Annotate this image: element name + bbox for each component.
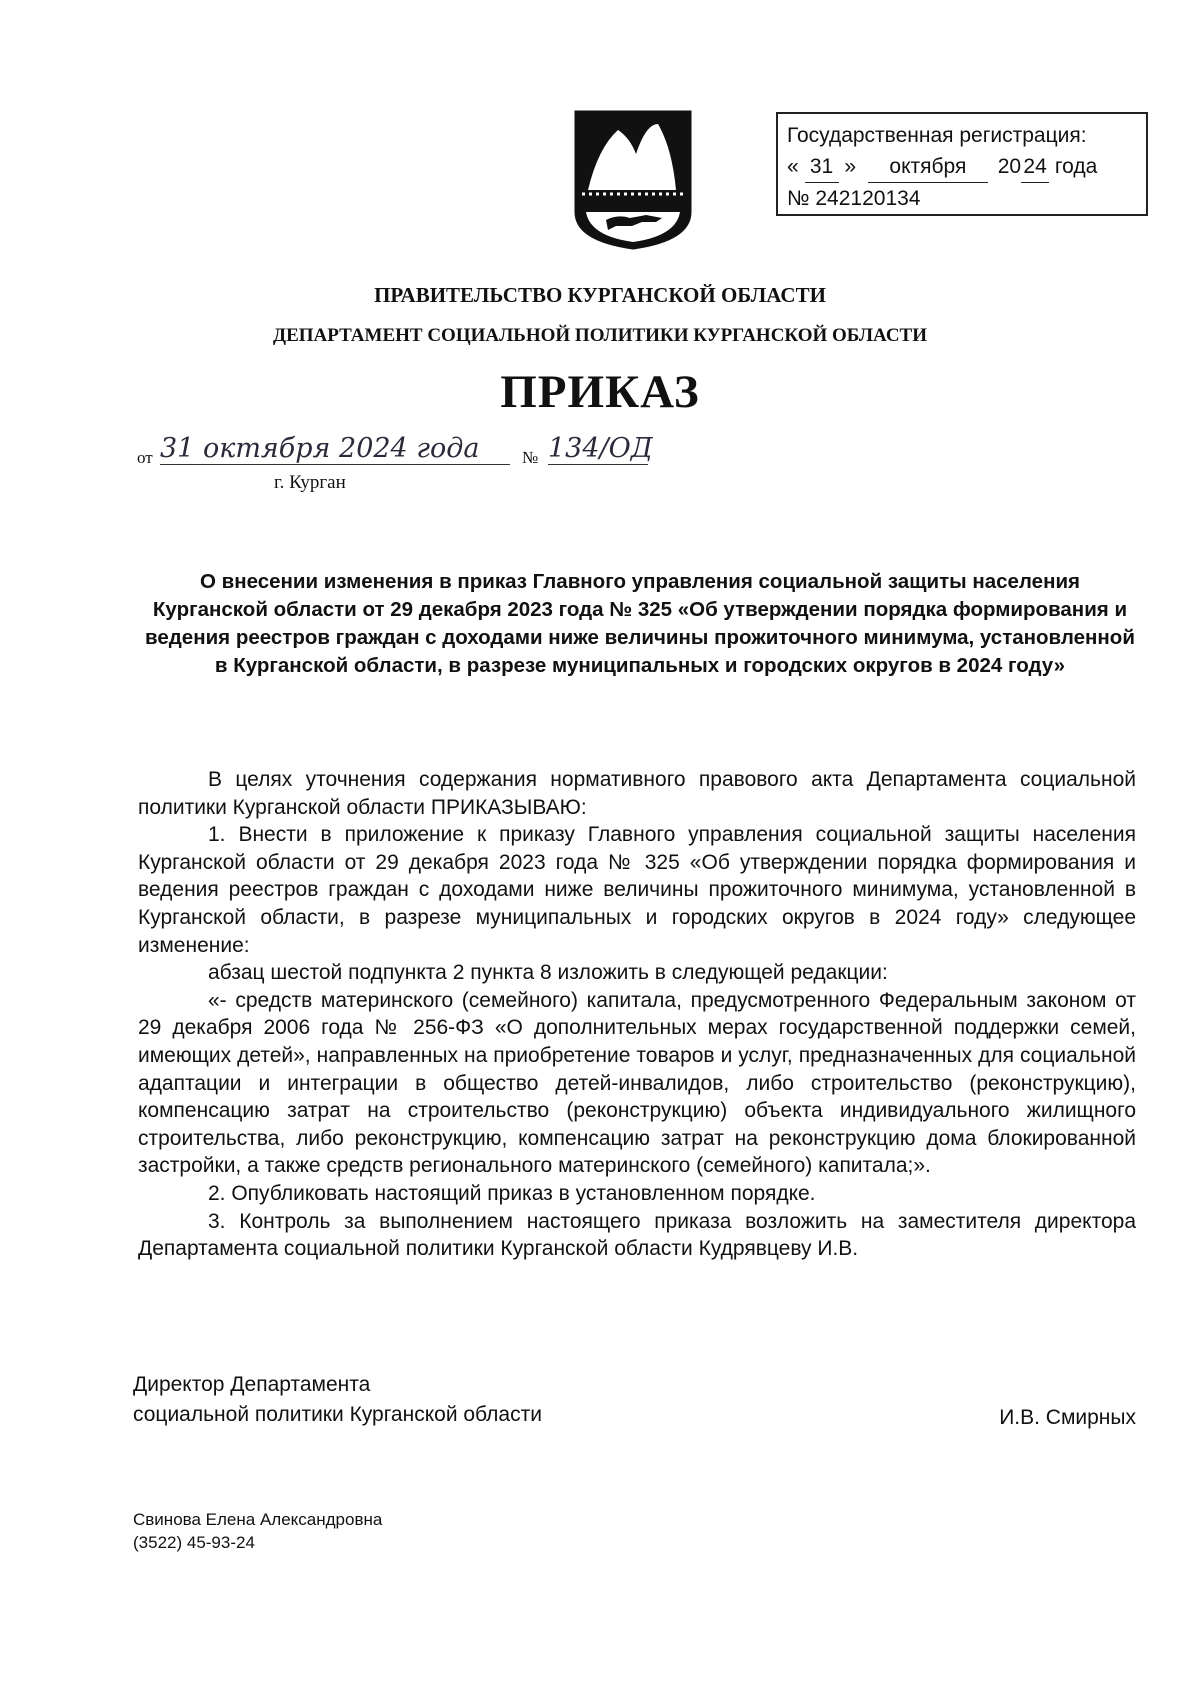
document-title: О внесении изменения в приказ Главного управления социальной защиты населения Курганской области от 29 декабря 2023 года № 325 «Об утверждении порядка формирования и ведения реестров граждан с доходами ниже величины прожиточного минимума, установленной в Курганской области, в разрезе муниципальных и городских округов в 2024 году» [145, 570, 1135, 677]
coat-of-arms-emblem [572, 108, 694, 250]
executor-name: Свинова Елена Александровна [133, 1510, 383, 1529]
registration-year-prefix: 20 [997, 155, 1022, 178]
state-registration-box [776, 112, 1148, 216]
registration-day: 31 [805, 151, 839, 183]
registration-date-line: « 31 » октября 20 24 года [787, 151, 1146, 183]
signature-position-line-2: социальной политики Курганской области [133, 1403, 542, 1426]
registration-number-label: № [787, 187, 810, 210]
body-paragraph-amendment-intro: абзац шестой подпункта 2 пункта 8 изложить в следующей редакции: [208, 961, 888, 985]
executor-phone: (3522) 45-93-24 [133, 1533, 255, 1552]
document-type-heading: ПРИКАЗ [500, 366, 700, 418]
body-paragraph-item-1: 1. Внести в приложение к приказу Главного управления социальной защиты населения Курганской области от 29 декабря 2023 года № 325 «Об утверждении порядка формирования и ведения реестров граждан с доходами ниже величины прожиточного минимума, установленной в Курганской области, в разрезе муниципальных и городских округов в 2024 году» следующее изменение: [138, 823, 1136, 957]
signatory-name: И.В. Смирных [999, 1406, 1136, 1429]
registration-month: октября [868, 151, 988, 183]
body-paragraph-amendment-text: «- средств материнского (семейного) капитала, предусмотренного Федеральным законом от 29 декабря 2006 года № 256-ФЗ «О дополнительных мерах государственной поддержки семей, имеющих детей», направленных на приобретение товаров и услуг, предназначенных для социальной адаптации и интеграции в общество детей-инвалидов, либо строительство (реконструкцию), компенсацию затрат на строительство (реконструкцию) объекта индивидуального жилищного строительства, либо реконструкцию, компенсацию затрат на реконструкцию дома блокированной застройки, а также средств регионального материнского (семейного) капитала;». [138, 988, 1136, 1178]
department-heading: ДЕПАРТАМЕНТ СОЦИАЛЬНОЙ ПОЛИТИКИ КУРГАНСКОЙ ОБЛАСТИ [273, 325, 927, 346]
registration-title: Государственная регистрация: [787, 124, 1087, 147]
government-heading: ПРАВИТЕЛЬСТВО КУРГАНСКОЙ ОБЛАСТИ [374, 283, 826, 307]
registration-number: 242120134 [815, 183, 1141, 215]
body-paragraph-item-3: 3. Контроль за выполнением настоящего приказа возложить на заместителя директора Департамента социальной политики Курганской области Кудрявцеву И.В. [138, 1209, 1136, 1261]
order-date-handwritten: 31 октября 2024 года [160, 433, 510, 465]
order-city: г. Курган [274, 472, 346, 493]
order-number-handwritten: 134/ОД [548, 433, 653, 464]
body-paragraph-preamble: В целях уточнения содержания нормативного правового акта Департамента социальной политики Курганской области ПРИКАЗЫВАЮ: [138, 768, 1136, 819]
document-body [138, 766, 1136, 1263]
order-number-label: № [522, 448, 539, 467]
signature-position-line-1: Директор Департамента [133, 1373, 371, 1396]
executor-contact [133, 1508, 382, 1554]
registration-year-suffix: 24 [1021, 151, 1049, 183]
registration-number-line [787, 183, 1146, 215]
order-from-label: от [137, 448, 153, 467]
registration-year-word: года [1054, 155, 1098, 178]
body-paragraph-item-2: 2. Опубликовать настоящий приказ в установленном порядке. [208, 1181, 816, 1205]
signature-position [133, 1370, 542, 1430]
